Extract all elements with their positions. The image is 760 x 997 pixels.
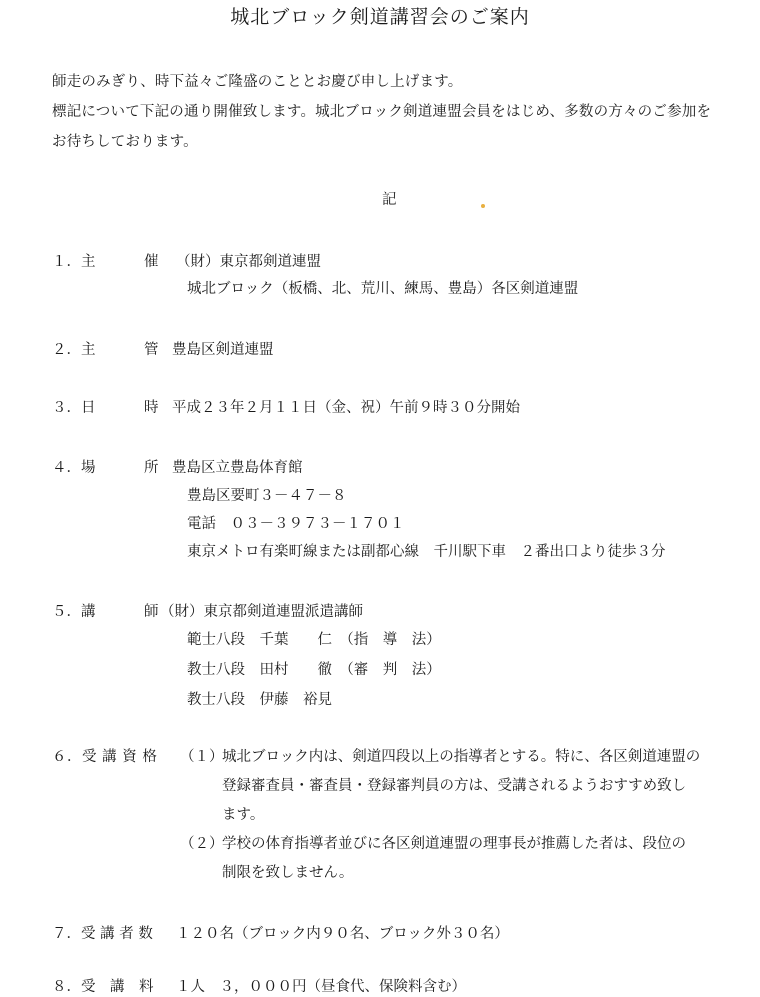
item-5-line-3: 教士八段 田村 徹 （審 判 法） — [187, 662, 441, 678]
intro-line-1: 師走のみぎり、時下益々ご隆盛のこととお慶び申し上げます。 — [52, 74, 463, 90]
intro-line-2: 標記について下記の通り開催致します。城北ブロック剣道連盟会員をはじめ、多数の方々のご参加を — [52, 104, 712, 120]
item-5-num: ５．講 — [52, 604, 96, 620]
item-3-line-1: 平成２３年２月１１日（金、祝）午前９時３０分開始 — [172, 400, 520, 416]
item-3-label-end: 時 — [144, 400, 159, 416]
item-7-label: ７．受 講 者 数 — [52, 926, 153, 942]
item-2-line-1: 豊島区剣道連盟 — [172, 342, 274, 358]
item-6-p2-mark: （２） — [180, 836, 224, 852]
item-4-line-4: 東京メトロ有楽町線または副都心線 千川駅下車 ２番出口より徒歩３分 — [187, 544, 666, 560]
document-title: 城北ブロック剣道講習会のご案内 — [230, 6, 530, 28]
item-7-value: １２０名（ブロック内９０名、ブロック外３０名） — [176, 926, 509, 942]
item-4-line-3: 電話 ０３－３９７３－１７０１ — [187, 516, 405, 532]
scan-speck — [481, 204, 485, 208]
item-5-line-2: 範士八段 千葉 仁 （指 導 法） — [187, 632, 441, 648]
item-8-value: １人 ３，０００円（昼食代、保険料含む） — [176, 979, 466, 995]
item-4-line-1: 豊島区立豊島体育館 — [172, 460, 303, 476]
item-1-line-2: 城北ブロック（板橋、北、荒川、練馬、豊島）各区剣道連盟 — [187, 281, 579, 297]
item-6-p1-line-2: 登録審査員・審査員・登録審判員の方は、受講されるようおすすめ致し — [222, 778, 687, 794]
item-6-label: ６．受 講 資 格 — [52, 749, 158, 765]
item-4-label-end: 所 — [144, 460, 159, 476]
item-6-p1-line-1: 城北ブロック内は、剣道四段以上の指導者とする。特に、各区剣道連盟の — [222, 749, 701, 765]
item-4-line-2: 豊島区要町３－４７－８ — [187, 488, 347, 504]
item-5-line-1: （財）東京都剣道連盟派遣講師 — [160, 604, 363, 620]
item-6-p1-mark: （１） — [180, 749, 224, 765]
item-6-p2-line-2: 制限を致しません。 — [222, 865, 354, 881]
item-1-line-1: （財）東京都剣道連盟 — [176, 254, 321, 270]
item-8-label: ８．受 講 料 — [52, 979, 154, 995]
item-2-num: ２．主 — [52, 342, 96, 358]
item-1-label-end: 催 — [144, 254, 159, 270]
item-3-num: ３．日 — [52, 400, 96, 416]
item-1-num: １．主 — [52, 254, 96, 270]
item-5-label-end: 師 — [144, 604, 159, 620]
ki-heading: 記 — [382, 192, 397, 208]
item-2-label-end: 管 — [144, 342, 159, 358]
item-5-line-4: 教士八段 伊藤 裕見 — [187, 692, 332, 708]
item-6-p2-line-1: 学校の体育指導者並びに各区剣道連盟の理事長が推薦した者は、段位の — [222, 836, 686, 852]
item-4-num: ４．場 — [52, 460, 96, 476]
intro-line-3: お待ちしております。 — [52, 134, 198, 150]
item-6-p1-line-3: ます。 — [222, 807, 265, 823]
